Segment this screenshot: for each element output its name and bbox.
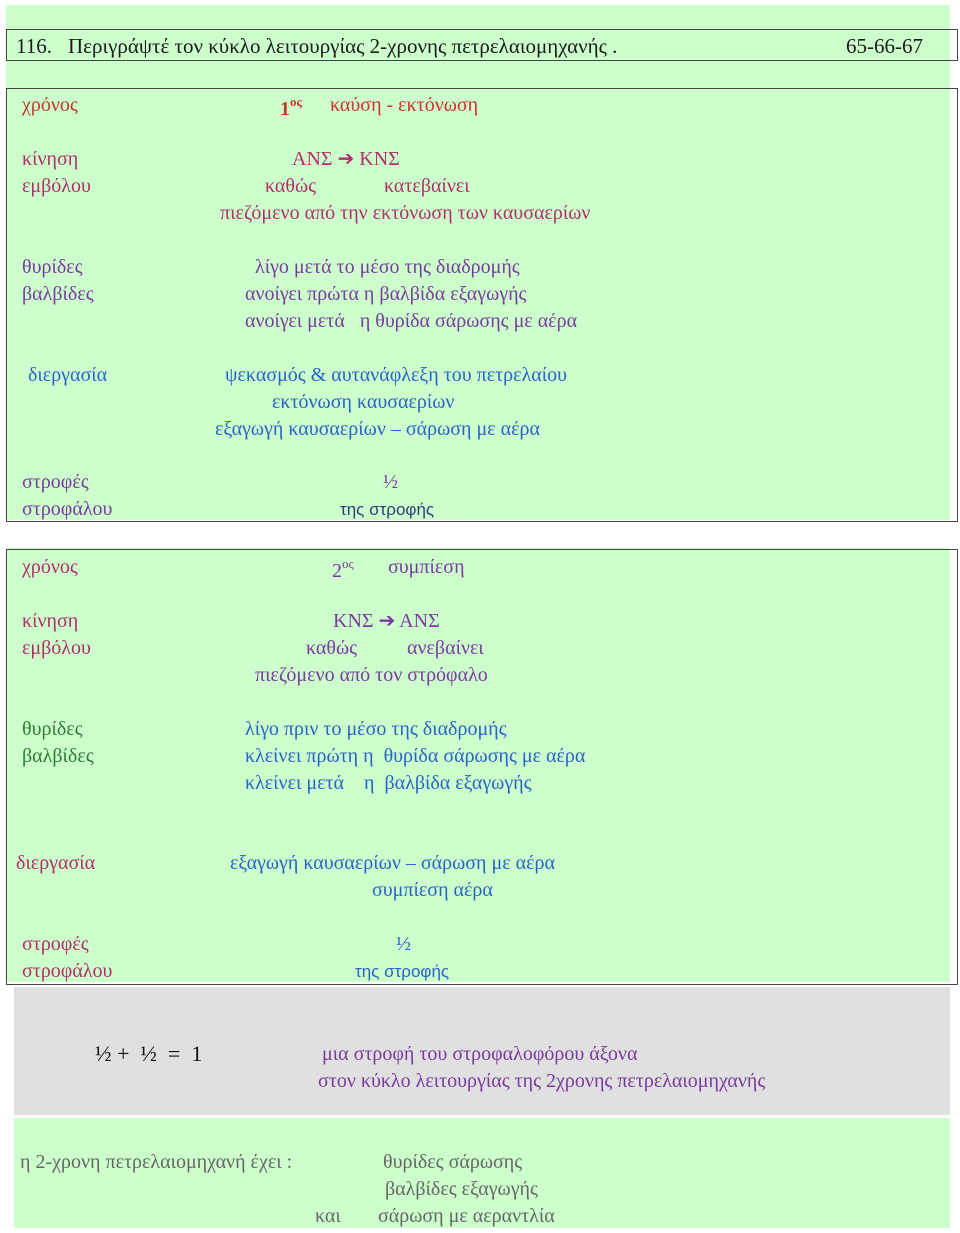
summary-line-1: μια στροφή του στροφαλοφόρου άξονα	[322, 1043, 638, 1065]
stroke1-label-process: διεργασία	[28, 364, 108, 386]
stroke2-label-motion-1: κίνηση	[22, 610, 79, 632]
stroke1-label-motion-1: κίνηση	[22, 148, 79, 170]
stroke1-revs-unit: της στροφής	[340, 500, 435, 519]
stroke2-ordinal	[332, 557, 354, 581]
note-conjunction: και	[315, 1205, 341, 1227]
stroke1-ordinal	[280, 95, 302, 119]
summary-equation: ½ + ½ = 1	[95, 1041, 203, 1066]
note-item-2: βαλβίδες εξαγωγής	[385, 1178, 538, 1200]
stroke2-revs-unit: της στροφής	[355, 962, 450, 981]
stroke2-label-revs-2: στροφάλου	[22, 960, 113, 982]
stroke1-motion-direction: ΑΝΣ ➔ ΚΝΣ	[292, 148, 400, 170]
stroke1-process-line-1: ψεκασμός & αυτανάφλεξη του πετρελαίου	[225, 364, 568, 386]
stroke1-ordinal-suffix: ος	[290, 94, 302, 109]
stroke2-label-ports-2: βαλβίδες	[22, 745, 94, 767]
question-number: 116.	[16, 34, 52, 58]
stroke1-label-ports-2: βαλβίδες	[22, 283, 94, 305]
note-item-3: σάρωση με αεραντλία	[378, 1205, 555, 1227]
stroke2-ports-line-3: κλείνει μετά η βαλβίδα εξαγωγής	[245, 772, 532, 794]
stroke1-revs-value: ½	[383, 471, 398, 493]
stroke1-label-ports-1: θυρίδες	[22, 256, 83, 278]
note-item-1: θυρίδες σάρωσης	[383, 1151, 523, 1173]
stroke2-motion-direction: ΚΝΣ ➔ ΑΝΣ	[333, 610, 440, 632]
summary-line-2: στον κύκλο λειτουργίας της 2χρονης πετρελαιομηχανής	[318, 1070, 766, 1092]
stroke1-ports-line-2: ανοίγει πρώτα η βαλβίδα εξαγωγής	[245, 283, 527, 305]
note-intro: η 2-χρονη πετρελαιομηχανή έχει :	[20, 1151, 293, 1173]
stroke2-label-time: χρόνος	[22, 556, 78, 578]
stroke2-motion-word-1: καθώς	[306, 637, 358, 659]
page-reference: 65-66-67	[846, 34, 923, 58]
stroke2-motion-word-2: ανεβαίνει	[407, 637, 484, 659]
stroke1-ports-line-1: λίγο μετά το μέσο της διαδρομής	[255, 256, 520, 278]
stroke1-motion-word-2: κατεβαίνει	[384, 175, 470, 197]
stroke2-name: συμπίεση	[388, 556, 465, 578]
stroke1-label-time: χρόνος	[22, 94, 78, 116]
stroke2-label-process: διεργασία	[16, 852, 96, 874]
stroke2-motion-cause: πιεζόμενο από τον στρόφαλο	[255, 664, 488, 686]
stroke2-revs-value: ½	[396, 933, 411, 955]
stroke2-process-line-1: εξαγωγή καυσαερίων – σάρωση με αέρα	[230, 852, 555, 874]
stroke2-label-ports-1: θυρίδες	[22, 718, 83, 740]
stroke2-process-line-2: συμπίεση αέρα	[372, 879, 493, 901]
stroke2-ordinal-suffix: ος	[342, 556, 354, 571]
stroke2-ordinal-number: 2	[332, 560, 342, 582]
stroke2-label-revs-1: στροφές	[22, 933, 89, 955]
stroke2-box	[6, 549, 958, 985]
stroke1-label-revs-1: στροφές	[22, 471, 89, 493]
stroke1-ordinal-number: 1	[280, 98, 290, 120]
stroke2-ports-line-1: λίγο πριν το μέσο της διαδρομής	[245, 718, 507, 740]
stroke1-box	[6, 88, 958, 522]
stroke1-name: καύση - εκτόνωση	[330, 94, 479, 116]
stroke1-motion-cause: πιεζόμενο από την εκτόνωση των καυσαερίων	[220, 202, 591, 224]
stroke1-motion-word-1: καθώς	[265, 175, 317, 197]
stroke1-label-revs-2: στροφάλου	[22, 498, 113, 520]
stroke2-label-motion-2: εμβόλου	[22, 637, 91, 659]
stroke1-process-line-3: εξαγωγή καυσαερίων – σάρωση με αέρα	[215, 418, 540, 440]
stroke1-process-line-2: εκτόνωση καυσαερίων	[272, 391, 455, 413]
stroke1-label-motion-2: εμβόλου	[22, 175, 91, 197]
stroke1-ports-line-3: ανοίγει μετά η θυρίδα σάρωσης με αέρα	[245, 310, 578, 332]
stroke2-ports-line-2: κλείνει πρώτη η θυρίδα σάρωσης με αέρα	[245, 745, 586, 767]
question-text: Περιγράψτέ τον κύκλο λειτουργίας 2-χρονης πετρελαιομηχανής .	[68, 34, 618, 58]
